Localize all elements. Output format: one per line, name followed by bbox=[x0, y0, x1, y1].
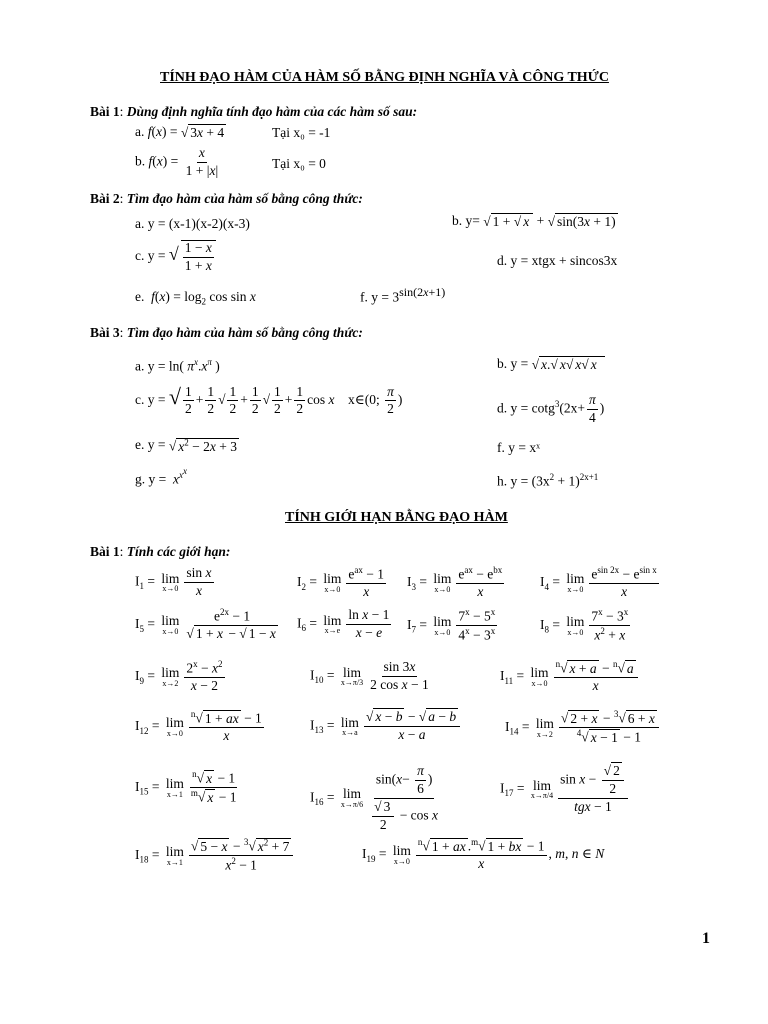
exercise-3g: g. $y = x^{x^x}$ bbox=[135, 466, 187, 487]
exercise-3b: b. y = √ x.√ x√ x√ x bbox=[497, 356, 605, 373]
limit-I14: $I_{14} = \lim$ x→2 $\frac{√ 2 + x - ^3√ 6 + x}{^4√ x - 1 - 1}$ bbox=[505, 710, 661, 746]
exercise-2b: b. y= √ 1 + √ x + √ sin(3x + 1) bbox=[452, 213, 616, 230]
limit-I16: $I_{16} = \lim$ x→π/6 sin(x− $\frac{\pi}{6}$ ) $\frac{√ 3}{2}$ − cos x bbox=[310, 763, 439, 832]
limit-I4: $I_4 = \lim$ x→0 $\frac{e^{sin 2x} - e^{sin x}}{x}$ bbox=[540, 565, 657, 600]
exercise-3h: h. $y = (3x^2 + 1)^{2x+1}$ bbox=[497, 472, 599, 489]
exercise-1b: b. f(x) = $\frac{x}{1 + |x|}$ bbox=[135, 145, 219, 178]
limits-heading: Bài 1: Tính các giới hạn: bbox=[90, 544, 231, 559]
exercise-3c: c. y = √ $\frac{1}{2}$ + $\frac{1}{2}$ √ $\frac{1}{2}$ + $\frac{1}{2}$ √ $\frac{1}{2}$ + $\frac{1}{2}$ cos x x∈(0; $\frac{\pi}{2}$ ) bbox=[135, 383, 403, 417]
section-2-title: TÍNH GIỚI HẠN BẰNG ĐẠO HÀM bbox=[285, 510, 508, 525]
exercise-3f: f. y = xˣ bbox=[497, 440, 541, 455]
limit-I7: $I_7 = \lim$ x→0 $\frac{7^x - 5^x}{4^x - 3^x}$ bbox=[407, 607, 496, 643]
limit-I11: $I_{11} = \lim$ x→0 $\frac{^n√ x + a - ^n√ a}{x}$ bbox=[500, 660, 640, 694]
exercise-3d: d. y = cotg$^3$(2x+ $\frac{\pi}{4}$ ) bbox=[497, 392, 605, 425]
exercise-2d: d. y = xtgx + sincos3x bbox=[497, 253, 618, 268]
limit-I6: $I_6 = \lim$ x→e $\frac{\text{ln x − 1}}{x - e}$ bbox=[297, 607, 390, 640]
limit-I18: $I_{18} = \lim$ x→1 $\frac{√ 5 - x - ^3√ x^2 + 7}{x^2 - 1}$ bbox=[135, 838, 295, 874]
limit-I1: $I_1 = \lim$ x→0 $\frac{\text{sin x}}{x}$ bbox=[135, 565, 212, 598]
exercise-3a: a. y = ln( $\pi^x.x^\pi$ ) bbox=[135, 357, 220, 374]
limit-I19: $I_{19} = \lim$ x→0 $\frac{^n√ 1 + ax .^m√ 1 + bx - 1}{x}$ , m, n ∈ N bbox=[362, 837, 605, 872]
limit-I2: $I_2 = \lim$ x→0 $e^{ax} - 1$ x bbox=[297, 565, 385, 600]
exercise-1a-point: Tại x₀ = -1 bbox=[272, 125, 331, 140]
exercise-1a: a. f(x) = √ 3x + 4 bbox=[135, 124, 225, 141]
exercise-2a: a. y = (x-1)(x-2)(x-3) bbox=[135, 216, 250, 231]
exercise-1-heading: Bài 1: Dùng định nghĩa tính đạo hàm của các hàm số sau: bbox=[90, 104, 418, 119]
exercise-2-heading: Bài 2: Tìm đạo hàm của hàm số bằng công thức: bbox=[90, 191, 363, 206]
limit-I13: $I_{13} = \lim$ x→a $\frac{√ x - b - √ a - b}{x - a}$ bbox=[310, 710, 462, 743]
exercise-3-heading: Bài 3: Tìm đạo hàm của hàm số bằng công thức: bbox=[90, 325, 363, 340]
exercise-2e: e. $f(x) = \log_2 \cos \sin x$ bbox=[135, 289, 256, 307]
limit-I15: $I_{15} = \lim$ x→1 $\frac{^n√ x - 1}{^m√ x - 1}$ bbox=[135, 769, 237, 805]
exercise-1b-point: Tại x₀ = 0 bbox=[272, 156, 326, 171]
limit-I10: $I_{10} = \lim$ x→π/3 $\frac{\sin 3x}{\text{2 cos x − 1}}$ bbox=[310, 659, 429, 692]
main-title: TÍNH ĐẠO HÀM CỦA HÀM SỐ BẰNG ĐỊNH NGHĨA VÀ CÔNG THỨC bbox=[160, 70, 609, 85]
exercise-2f: f. $y = 3^{sin(2x+1)}$ bbox=[360, 285, 446, 305]
limit-I3: $I_3 = \lim$ x→0 $e^{ax} - e^{bx}$ x bbox=[407, 565, 503, 600]
exercise-2c: c. y = √ $\frac{1 - x}{1 + x}$ bbox=[135, 240, 218, 274]
limit-I12: $I_{12} = \lim$ x→0 $\frac{^n√ 1 + ax - 1}{x}$ bbox=[135, 709, 262, 744]
limit-I5: $I_5 = \lim$ x→0 $\frac{e^{2x} - 1}{√ 1 + x - √ 1 - x}$ bbox=[135, 607, 276, 642]
limit-I8: $I_8 = \lim$ x→0 $\frac{7^x - 3^x}{x^2 + x}$ bbox=[540, 607, 629, 643]
limit-I17: $I_{17} = \lim$ x→π/4 sin x − $\frac{√ 2}{2}$ tgx − 1 bbox=[500, 764, 630, 815]
page-number: 1 bbox=[702, 930, 710, 947]
exercise-3e: e. y = √ $x^2 - 2x + 3$ bbox=[135, 437, 238, 454]
limit-I9: $I_9 = \lim$ x→2 $\frac{2^x - x^2}{x - 2}$ bbox=[135, 659, 223, 694]
